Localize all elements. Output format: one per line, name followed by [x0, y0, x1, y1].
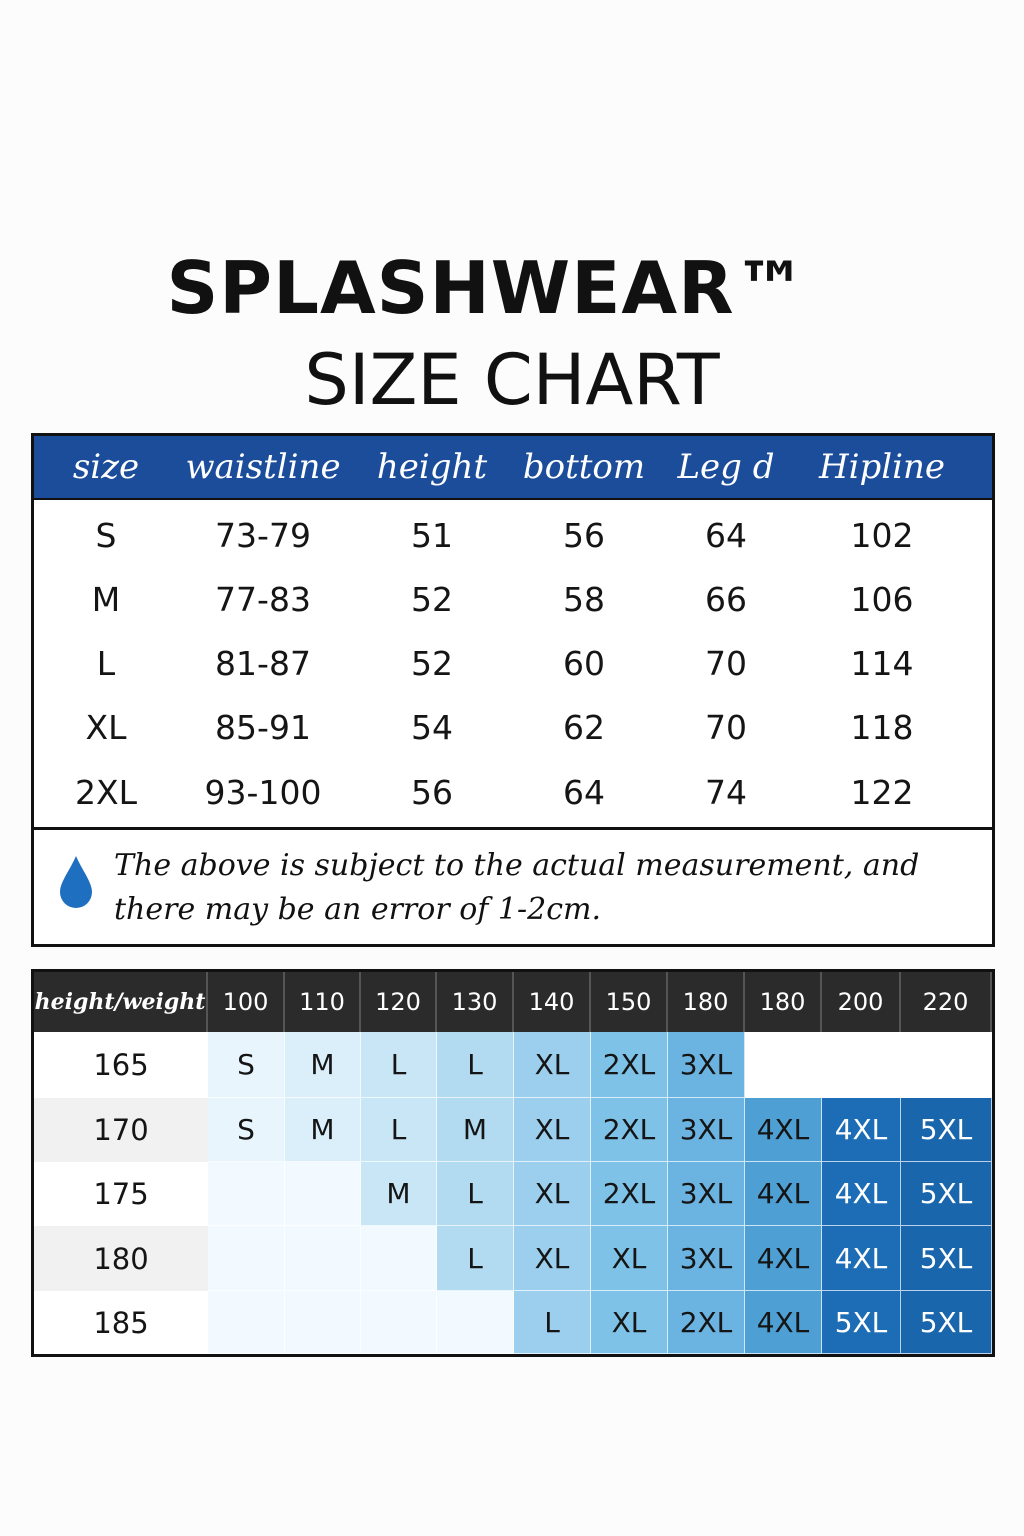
cell-bottom: 58 — [563, 580, 605, 619]
size-cell: L — [437, 1226, 514, 1291]
cell-waistline: 85-91 — [215, 708, 311, 747]
size-cell: L — [514, 1291, 591, 1354]
size-table-header — [34, 436, 992, 500]
weight-header: 140 — [514, 972, 591, 1032]
size-cell: M — [361, 1162, 437, 1226]
fit-grid — [34, 972, 992, 1354]
header-bottom: bottom — [522, 447, 646, 487]
height-weight-fit-table — [31, 969, 995, 1357]
weight-header: 100 — [208, 972, 285, 1032]
cell-leg: 70 — [705, 644, 747, 683]
size-cell — [285, 1291, 361, 1354]
size-cell: M — [285, 1032, 361, 1098]
size-cell: 4XL — [822, 1226, 901, 1291]
size-cell: XL — [514, 1098, 591, 1162]
size-cell — [361, 1226, 437, 1291]
cell-height: 52 — [411, 644, 453, 683]
header-waistline: waistline — [185, 447, 341, 487]
cell-leg: 70 — [705, 708, 747, 747]
cell-size: M — [91, 580, 121, 619]
size-cell: L — [361, 1098, 437, 1162]
cell-height: 56 — [411, 773, 453, 812]
size-cell: 3XL — [668, 1032, 745, 1098]
size-cell: 2XL — [668, 1291, 745, 1354]
cell-bottom: 60 — [563, 644, 605, 683]
size-cell: L — [361, 1032, 437, 1098]
header-leg: Leg d — [677, 447, 775, 487]
cell-height: 51 — [411, 516, 453, 555]
cell-waistline: 81-87 — [215, 644, 311, 683]
cell-waistline: 93-100 — [204, 773, 322, 812]
size-cell: 2XL — [591, 1162, 668, 1226]
cell-height: 52 — [411, 580, 453, 619]
size-cell: 4XL — [745, 1226, 822, 1291]
size-cell: 5XL — [901, 1291, 992, 1354]
table-row — [34, 504, 992, 568]
size-cell — [208, 1291, 285, 1354]
cell-leg: 64 — [705, 516, 747, 555]
weight-header: 150 — [591, 972, 668, 1032]
weight-header: 180 — [668, 972, 745, 1032]
size-cell — [285, 1226, 361, 1291]
size-cell: 4XL — [745, 1291, 822, 1354]
height-label: 165 — [34, 1032, 208, 1098]
table-row — [34, 696, 992, 760]
height-label: 185 — [34, 1291, 208, 1354]
chart-title: SIZE CHART — [304, 339, 720, 421]
header-hipline: Hipline — [818, 447, 946, 487]
size-cell — [361, 1291, 437, 1354]
cell-size: XL — [85, 708, 127, 747]
weight-header: 130 — [437, 972, 514, 1032]
weight-header: 120 — [361, 972, 437, 1032]
cell-size: S — [95, 516, 117, 555]
cell-size: L — [96, 644, 116, 683]
cell-bottom: 64 — [563, 773, 605, 812]
cell-bottom: 56 — [563, 516, 605, 555]
size-cell: 3XL — [668, 1098, 745, 1162]
size-cell: 4XL — [822, 1162, 901, 1226]
cell-hipline: 118 — [850, 708, 914, 747]
cell-waistline: 73-79 — [215, 516, 311, 555]
size-cell: 5XL — [822, 1291, 901, 1354]
table-row — [34, 761, 992, 825]
header-height: height — [376, 447, 488, 487]
size-measurement-table — [31, 433, 995, 947]
size-cell: 5XL — [901, 1162, 992, 1226]
brand-title: SPLASHWEAR™ — [166, 246, 808, 330]
cell-hipline: 114 — [850, 644, 914, 683]
size-cell: 2XL — [591, 1098, 668, 1162]
size-cell: 3XL — [668, 1162, 745, 1226]
size-cell — [285, 1162, 361, 1226]
weight-header: 220 — [901, 972, 992, 1032]
table-row — [34, 632, 992, 696]
table-row — [34, 568, 992, 632]
size-cell: L — [437, 1032, 514, 1098]
size-cell: 4XL — [745, 1098, 822, 1162]
weight-header: 180 — [745, 972, 822, 1032]
measurement-note — [34, 827, 992, 944]
weight-header: 200 — [822, 972, 901, 1032]
cell-size: 2XL — [75, 773, 137, 812]
note-text: The above is subject to the actual measurement, and there may be an error of 1-2cm. — [114, 848, 920, 927]
water-drop-icon — [56, 854, 96, 910]
size-cell — [208, 1162, 285, 1226]
size-cell: 5XL — [901, 1226, 992, 1291]
cell-height: 54 — [411, 708, 453, 747]
height-label: 180 — [34, 1226, 208, 1291]
cell-waistline: 77-83 — [215, 580, 311, 619]
size-cell: XL — [514, 1032, 591, 1098]
size-cell — [901, 1032, 992, 1098]
size-cell — [822, 1032, 901, 1098]
size-cell: 5XL — [901, 1098, 992, 1162]
cell-hipline: 122 — [850, 773, 914, 812]
size-cell: XL — [591, 1226, 668, 1291]
size-cell — [745, 1032, 822, 1098]
height-label: 170 — [34, 1098, 208, 1162]
size-cell: S — [208, 1032, 285, 1098]
cell-leg: 66 — [705, 580, 747, 619]
cell-hipline: 106 — [850, 580, 914, 619]
cell-leg: 74 — [705, 773, 747, 812]
cell-bottom: 62 — [563, 708, 605, 747]
size-cell — [437, 1291, 514, 1354]
weight-header: 110 — [285, 972, 361, 1032]
size-cell: XL — [514, 1226, 591, 1291]
size-cell: L — [437, 1162, 514, 1226]
size-cell: XL — [591, 1291, 668, 1354]
size-cell: XL — [514, 1162, 591, 1226]
size-cell: 4XL — [822, 1098, 901, 1162]
height-label: 175 — [34, 1162, 208, 1226]
size-cell: 4XL — [745, 1162, 822, 1226]
header-size: size — [72, 447, 140, 487]
size-cell — [208, 1226, 285, 1291]
size-cell: 3XL — [668, 1226, 745, 1291]
cell-hipline: 102 — [850, 516, 914, 555]
corner-label: height/weight — [34, 972, 208, 1032]
size-cell: 2XL — [591, 1032, 668, 1098]
size-cell: M — [285, 1098, 361, 1162]
size-cell: S — [208, 1098, 285, 1162]
size-cell: M — [437, 1098, 514, 1162]
